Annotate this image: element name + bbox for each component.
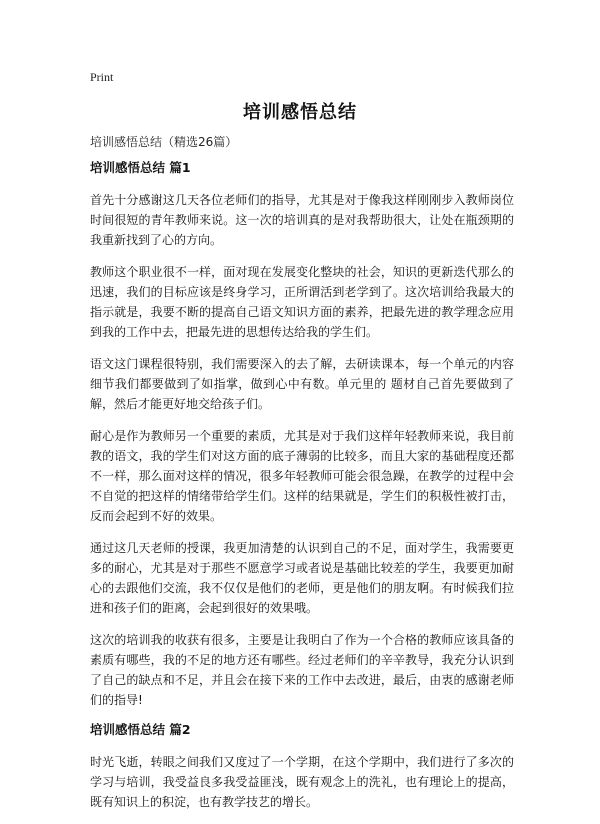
paragraph: 时光飞逝，转眼之间我们又度过了一个学期，在这个学期中，我们进行了多次的学习与培训，我受益良多我受益匪浅，既有观念上的洗礼，也有理论上的提高，既有知识上的积淀，也有教学技艺的增长。 <box>90 755 514 809</box>
paragraph: 教师这个职业很不一样，面对现在发展变化整块的社会，知识的更新迭代那么的迅速，我们的目标应该是终身学习，正所谓活到老学到了。这次培训给我最大的指示就是，我要不断的提高自己语文知识方面的素养，把最先进的教学理念应用到我的工作中去，把最先进的思想传达给我的学生们。 <box>90 265 514 339</box>
paragraph: 耐心是作为教师另一个重要的素质，尤其是对于我们这样年轻教师来说，我目前教的语文，我的学生们对这方面的底子薄弱的比较多，而且大家的基础程度还都不一样，那么面对这样的情况，很多年轻教师可能会很急躁，在教学的过程中会不自觉的把这样的情绪带给学生们。这样的结果就是，学生们的积极性被打击，反而会起到不好的效果。 <box>90 429 514 523</box>
print-link[interactable]: Print <box>90 70 114 84</box>
section-2 <box>90 722 514 812</box>
paragraph: 语文这门课程很特别，我们需要深入的去了解，去研读课本，每一个单元的内容细节我们都要做到了如指掌，做到心中有数。单元里的 题材自己首先要做到了解，然后才能更好地交给孩子们。 <box>90 357 514 411</box>
paragraph: 首先十分感谢这几天各位老师们的指导，尤其是对于像我这样刚刚步入教师岗位时间很短的青年教师来说。这一次的培训真的是对我帮助很大，让处在瓶颈期的我重新找到了心的方向。 <box>90 193 514 247</box>
section-heading: 培训感悟总结 篇1 <box>90 160 191 175</box>
document-body <box>90 160 514 824</box>
paragraph: 这次的培训我的收获有很多，主要是让我明白了作为一个合格的教师应该具备的素质有哪些，我的不足的地方还有哪些。经过老师们的辛辛教导，我充分认识到了自己的缺点和不足，并且会在接下来的工作中去改进，最后，由衷的感谢老师们的指导! <box>90 633 514 707</box>
paragraph: 通过这几天老师的授课，我更加清楚的认识到自己的不足，面对学生，我需要更多的耐心，尤其是对于那些不愿意学习或者说是基础比较差的学生，我要更加耐心的去跟他们交流，我不仅仅是他们的老师，更是他们的朋友啊。有时候我们拉进和孩子们的距离，会起到很好的效果哦。 <box>90 541 514 615</box>
page-title: 培训感悟总结 <box>243 102 357 123</box>
section-1 <box>90 160 514 710</box>
section-heading: 培训感悟总结 篇2 <box>90 722 191 737</box>
document-subtitle: 培训感悟总结（精选26篇） <box>90 135 238 149</box>
